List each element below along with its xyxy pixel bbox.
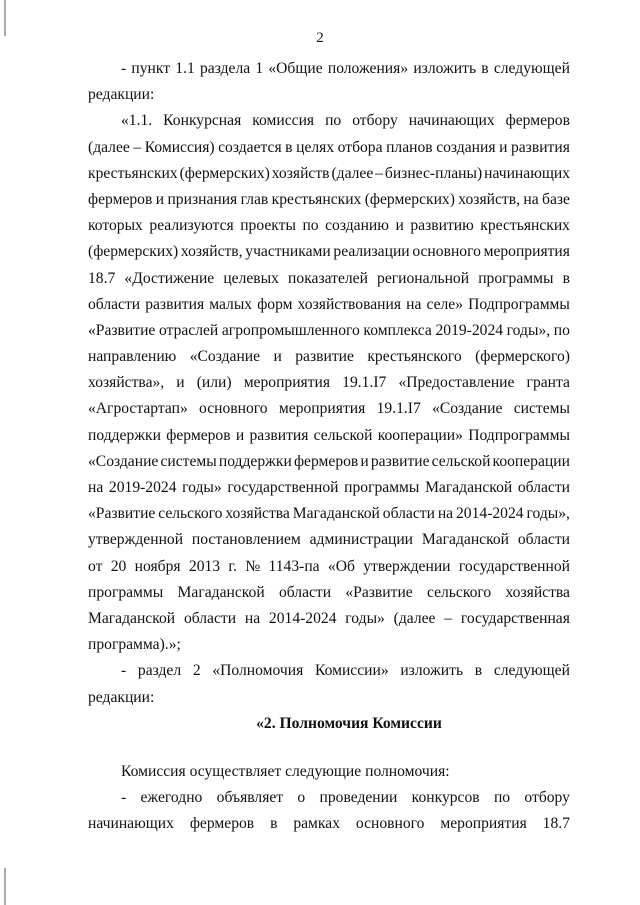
- word: крестьянских: [88, 164, 178, 182]
- word: сельской: [431, 452, 491, 470]
- text-line: [88, 636, 570, 662]
- word: «Общие: [268, 60, 323, 77]
- word: Магаданской: [421, 531, 510, 549]
- word: -: [121, 789, 127, 807]
- word: фермеров: [293, 452, 359, 470]
- word: области: [517, 531, 570, 549]
- word: начинающих: [484, 164, 570, 182]
- word: реализации: [333, 243, 410, 261]
- text-line: [88, 789, 570, 815]
- word: основного: [412, 243, 481, 261]
- word: (или): [196, 374, 232, 392]
- word: изложить: [413, 60, 477, 77]
- word: 2: [192, 662, 201, 680]
- word: поддержки: [88, 426, 161, 444]
- word: хозяйства»,: [88, 374, 165, 392]
- word: целях: [296, 138, 335, 156]
- text-line: [88, 531, 570, 557]
- word: 2014-2024: [456, 505, 524, 523]
- word: крестьянских: [480, 217, 570, 235]
- word: в: [481, 60, 489, 77]
- word: области: [382, 505, 435, 523]
- word: начинающих: [408, 112, 495, 130]
- text-line: [88, 479, 570, 505]
- word: «2.: [256, 714, 280, 732]
- word: 19.1.I7: [376, 400, 421, 418]
- text-line: [88, 86, 570, 112]
- word: системы: [160, 452, 217, 470]
- word: «Создание: [189, 348, 261, 366]
- word: 2019-2024: [108, 479, 177, 496]
- word: о: [297, 789, 306, 807]
- word: малых: [209, 295, 253, 313]
- word: комиссия: [252, 112, 315, 130]
- word: отраслей: [158, 321, 219, 339]
- word: редакции:: [88, 688, 155, 706]
- word: «Полномочия: [212, 662, 304, 680]
- scan-artifact: [4, 868, 6, 905]
- word: 1.1: [175, 60, 195, 77]
- word: полномочия:: [365, 762, 450, 780]
- word: фермеров: [189, 815, 255, 833]
- word: по: [553, 321, 570, 339]
- word: по: [325, 112, 342, 130]
- word: годы»,: [526, 505, 570, 523]
- word: государственной: [227, 479, 339, 496]
- word: области: [517, 479, 570, 496]
- word: системы: [513, 400, 570, 418]
- word: области: [88, 295, 141, 313]
- word: хозяйств,: [458, 190, 520, 208]
- word: развития: [145, 295, 205, 313]
- word: следующей: [493, 662, 570, 680]
- word: и: [155, 190, 165, 208]
- word: редакции:: [88, 86, 155, 104]
- word: Комиссия): [144, 138, 215, 156]
- text-line: [88, 112, 570, 138]
- word: «Развитие: [88, 321, 156, 339]
- word: и: [499, 138, 508, 156]
- word: хозяйств: [271, 164, 330, 182]
- text-line: [88, 191, 570, 217]
- word: поддержки: [218, 452, 292, 470]
- word: государственная: [460, 609, 570, 627]
- word: базе: [542, 190, 570, 208]
- word: в: [270, 815, 278, 833]
- document-body: [88, 60, 570, 841]
- word: по: [493, 789, 511, 807]
- word: на: [437, 505, 454, 523]
- word: объявляет: [216, 789, 284, 807]
- text-line: [88, 427, 570, 453]
- word: региональной: [377, 269, 470, 287]
- word: и: [235, 426, 245, 444]
- word: пункт: [131, 60, 171, 77]
- word: хозяйств,: [180, 243, 243, 261]
- word: на: [406, 295, 422, 313]
- blank-line: [88, 741, 570, 763]
- word: программа).»;: [88, 636, 181, 654]
- word: Магаданской: [292, 505, 380, 523]
- word: проекты: [240, 217, 296, 235]
- word: -: [121, 662, 127, 680]
- word: 1143-па: [268, 557, 320, 575]
- text-line: [88, 662, 570, 688]
- word: отбору: [352, 112, 398, 130]
- text-line: [88, 139, 570, 165]
- word: отбора: [337, 138, 383, 156]
- word: годы»,: [506, 321, 551, 339]
- word: проведении: [319, 789, 398, 807]
- word: администрации: [309, 531, 414, 549]
- word: развития: [249, 426, 309, 444]
- word: Подпрограммы: [468, 426, 570, 444]
- word: –: [375, 164, 383, 182]
- page-number: 2: [316, 30, 324, 46]
- word: Магаданской: [425, 479, 513, 496]
- word: №: [245, 557, 261, 575]
- word: (далее: [331, 164, 374, 182]
- word: (фермерских): [179, 164, 270, 182]
- word: крестьянских: [271, 190, 362, 208]
- word: «Развитие: [345, 583, 413, 601]
- text-line: [88, 558, 570, 584]
- word: раздела: [200, 60, 251, 77]
- word: на: [523, 190, 539, 208]
- word: Конкурсная: [163, 112, 242, 130]
- word: показателей: [288, 269, 368, 287]
- word: признания: [167, 190, 238, 208]
- text-line: [88, 610, 570, 636]
- word: программы: [478, 269, 554, 287]
- word: 2019-2024: [435, 321, 504, 339]
- word: –: [444, 609, 453, 627]
- word: Магаданской: [88, 609, 176, 627]
- word: форм: [257, 295, 293, 313]
- text-line: [88, 689, 570, 715]
- word: 18.7: [542, 815, 570, 833]
- word: утверждении: [363, 557, 451, 575]
- word: –: [133, 138, 142, 156]
- word: «Развитие: [88, 505, 156, 523]
- word: следующие: [285, 762, 366, 780]
- word: кооперации»: [377, 426, 463, 444]
- word: агропромышленного: [221, 321, 360, 339]
- word: (далее: [88, 138, 130, 156]
- word: мероприятия: [278, 400, 366, 418]
- word: следующей: [493, 60, 570, 77]
- word: участниками: [245, 243, 331, 261]
- word: хозяйствования: [297, 295, 402, 313]
- word: программы: [88, 583, 164, 601]
- word: «Создание: [88, 452, 159, 470]
- word: государственной: [458, 557, 570, 575]
- word: хозяйства: [505, 583, 570, 601]
- word: области: [278, 583, 332, 601]
- word: мероприятия: [440, 815, 527, 833]
- word: «Предоставление: [398, 374, 515, 392]
- scan-artifact: [4, 0, 6, 36]
- word: на: [88, 479, 104, 496]
- word: 20: [110, 557, 127, 575]
- word: осуществляет: [189, 762, 286, 780]
- word: на: [244, 609, 261, 627]
- word: основного: [355, 815, 425, 833]
- section-heading: [88, 715, 570, 741]
- word: создания: [436, 138, 496, 156]
- word: фермеров: [505, 112, 570, 130]
- word: сельского: [158, 505, 223, 523]
- word: 2014-2024: [268, 609, 337, 627]
- word: изложить: [400, 662, 464, 680]
- word: хозяйства: [225, 505, 290, 523]
- word: в: [285, 138, 293, 156]
- word: мероприятия: [483, 243, 570, 261]
- word: планов: [386, 138, 433, 156]
- text-line: [88, 165, 570, 191]
- word: области: [183, 609, 237, 627]
- word: ноября: [134, 557, 181, 575]
- word: от: [88, 557, 103, 575]
- word: развитию: [410, 217, 474, 235]
- word: 1: [255, 60, 264, 77]
- word: 19.1.I7: [342, 374, 387, 392]
- text-line: [88, 505, 570, 531]
- word: отбору: [524, 789, 570, 807]
- word: развитие: [370, 452, 430, 470]
- word: сельского: [426, 583, 492, 601]
- word: реализуются: [149, 217, 234, 235]
- word: сельской: [313, 426, 373, 444]
- word: фермеров: [88, 190, 153, 208]
- text-line: [88, 270, 570, 296]
- word: Магаданской: [177, 583, 265, 601]
- text-line: [88, 243, 570, 269]
- text-line: [88, 322, 570, 348]
- word: г.: [228, 557, 237, 575]
- word: которых: [88, 217, 143, 235]
- word: конкурсов: [411, 789, 480, 807]
- word: начинающих: [88, 815, 174, 833]
- word: «Достижение: [124, 269, 215, 287]
- word: развитие: [295, 348, 354, 366]
- word: в: [562, 269, 570, 287]
- word: и: [360, 452, 369, 470]
- word: развития: [510, 138, 570, 156]
- text-line: [88, 400, 570, 426]
- word: (далее: [393, 609, 436, 627]
- text-line: [88, 217, 570, 243]
- word: созданию: [325, 217, 389, 235]
- word: годы»: [182, 479, 222, 496]
- word: раздел: [137, 662, 182, 680]
- word: и: [395, 217, 404, 235]
- word: селе»: [426, 295, 464, 313]
- word: создается: [218, 138, 282, 156]
- word: -: [121, 60, 127, 77]
- word: «1.1.: [121, 112, 153, 130]
- text-line: [88, 763, 570, 789]
- word: по: [302, 217, 319, 235]
- text-line: [88, 815, 570, 841]
- text-line: [88, 453, 570, 479]
- word: и: [176, 374, 185, 392]
- word: основного: [199, 400, 268, 418]
- text-line: [88, 584, 570, 610]
- word: положения»: [327, 60, 409, 77]
- word: крестьянского: [367, 348, 462, 366]
- word: постановлением: [191, 531, 301, 549]
- word: комплекса: [363, 321, 432, 339]
- word: гранта: [526, 374, 570, 392]
- word: фермеров: [166, 426, 231, 444]
- word: утвержденной: [88, 531, 184, 549]
- word: Комиссии: [372, 714, 442, 732]
- word: Комиссии»: [314, 662, 389, 680]
- word: (фермерского): [475, 348, 570, 366]
- word: 18.7: [88, 269, 116, 287]
- word: Комиссия: [121, 762, 190, 780]
- word: Подпрограммы: [468, 295, 570, 313]
- word: рамках: [293, 815, 340, 833]
- word: ежегодно: [140, 789, 203, 807]
- text-line: [88, 348, 570, 374]
- text-line: [88, 296, 570, 322]
- word: 2013: [188, 557, 221, 575]
- word: направлению: [88, 348, 177, 366]
- word: годы»: [345, 609, 385, 627]
- word: «Агростартап»: [88, 400, 188, 418]
- word: кооперации: [492, 452, 570, 470]
- word: (фермерских): [88, 243, 179, 261]
- word: «Об: [327, 557, 355, 575]
- word: и: [273, 348, 282, 366]
- word: Полномочия: [279, 714, 373, 732]
- word: мероприятия: [243, 374, 331, 392]
- text-line: [88, 60, 570, 86]
- word: глав: [240, 190, 269, 208]
- word: целевых: [223, 269, 279, 287]
- text-line: [88, 374, 570, 400]
- word: (фермерских): [364, 190, 455, 208]
- word: программы: [344, 479, 420, 496]
- word: «Создание: [432, 400, 503, 418]
- word: в: [474, 662, 483, 680]
- word: бизнес-планы): [384, 164, 483, 182]
